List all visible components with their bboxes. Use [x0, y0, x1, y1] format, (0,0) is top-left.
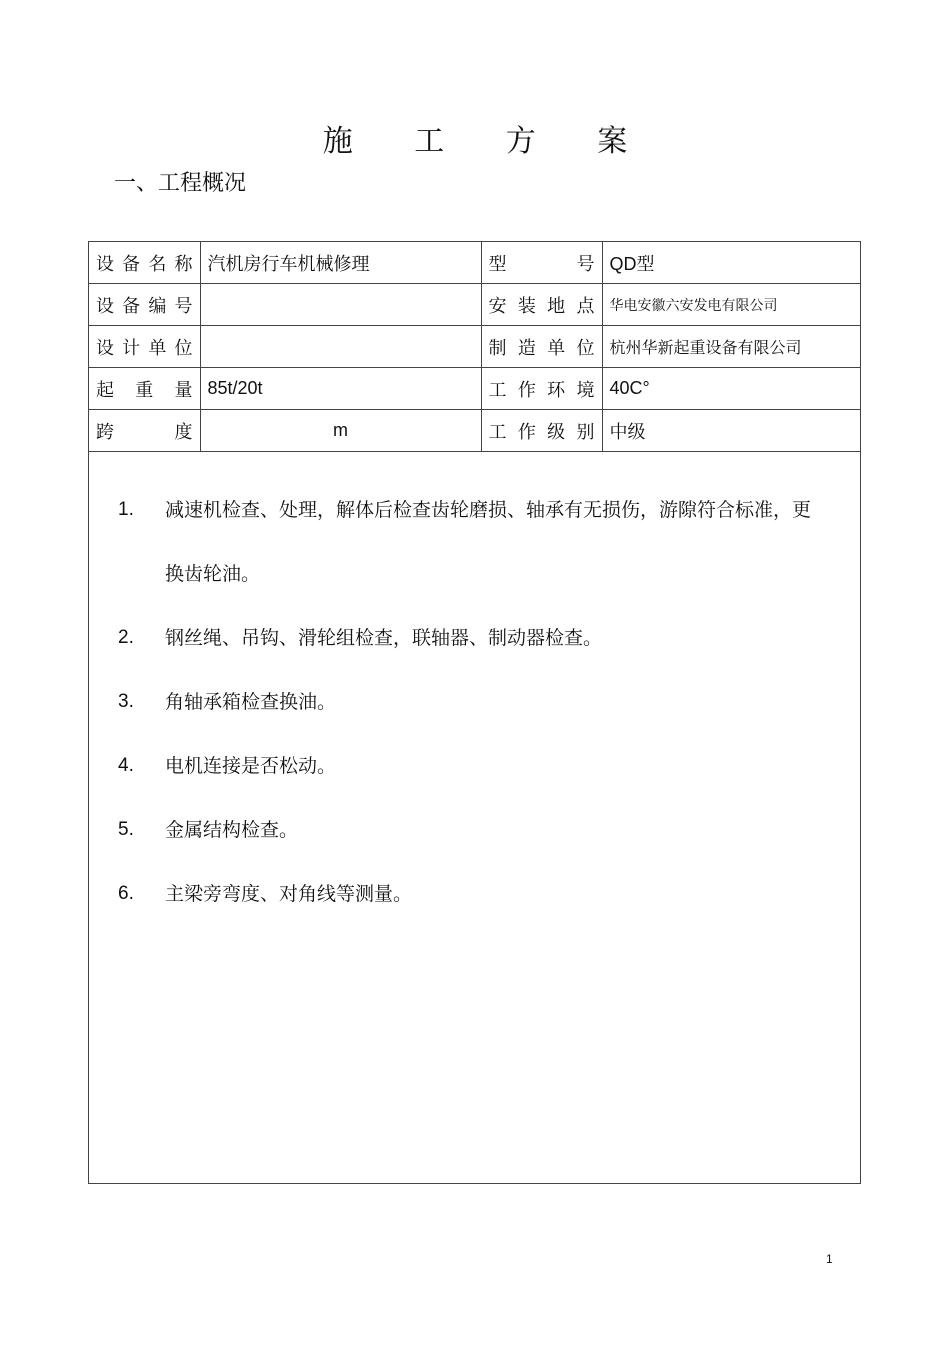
inspection-item-list — [89, 478, 860, 926]
label-span: 跨 度 — [89, 410, 200, 452]
table-row — [89, 284, 860, 326]
document-title: 施 工 方 案 — [322, 124, 654, 159]
list-item — [89, 670, 860, 734]
item-number: 3. — [118, 691, 134, 712]
page-number: 1 — [826, 1252, 833, 1266]
value-lifting-capacity: 85t/20t — [200, 368, 481, 410]
label-manufacturer: 制造单位 — [481, 326, 602, 368]
project-overview-frame — [88, 241, 861, 1184]
equipment-info-table — [89, 242, 860, 452]
label-equipment-number: 设备编号 — [89, 284, 200, 326]
table-row — [89, 242, 860, 284]
item-text: 金属结构检查。 — [165, 819, 299, 841]
list-item — [89, 606, 860, 670]
item-number: 4. — [118, 755, 134, 776]
value-work-environment: 40C° — [602, 368, 860, 410]
item-number: 1. — [118, 499, 134, 520]
label-work-class: 工作级别 — [481, 410, 602, 452]
value-equipment-number — [200, 284, 481, 326]
table-row — [89, 368, 860, 410]
item-text: 钢丝绳、吊钩、滑轮组检查，联轴器、制动器检查。 — [165, 627, 603, 649]
item-number: 5. — [118, 819, 134, 840]
table-row — [89, 326, 860, 368]
label-lifting-capacity: 起重量 — [89, 368, 200, 410]
label-install-location: 安装地点 — [481, 284, 602, 326]
value-work-class: 中级 — [602, 410, 860, 452]
label-work-environment: 工作环境 — [481, 368, 602, 410]
label-model: 型 号 — [481, 242, 602, 284]
list-item — [89, 734, 860, 798]
label-design-unit: 设计单位 — [89, 326, 200, 368]
value-design-unit — [200, 326, 481, 368]
list-item — [89, 798, 860, 862]
value-manufacturer: 杭州华新起重设备有限公司 — [602, 326, 860, 368]
label-equipment-name: 设备名称 — [89, 242, 200, 284]
value-span: m — [200, 410, 481, 452]
value-equipment-name: 汽机房行车机械修理 — [200, 242, 481, 284]
list-item — [89, 862, 860, 926]
value-model: QD型 — [602, 242, 860, 284]
list-item — [89, 478, 860, 606]
item-number: 6. — [118, 883, 134, 904]
value-install-location: 华电安徽六安发电有限公司 — [602, 284, 860, 326]
item-number: 2. — [118, 627, 134, 648]
item-text: 主梁旁弯度、对角线等测量。 — [165, 883, 413, 905]
item-text: 电机连接是否松动。 — [165, 755, 337, 777]
item-text: 角轴承箱检查换油。 — [165, 691, 337, 713]
section-heading: 一、工程概况 — [114, 171, 247, 196]
table-row — [89, 410, 860, 452]
item-text: 减速机检查、处理，解体后检查齿轮磨损、轴承有无损伤，游隙符合标准，更换齿轮油。 — [165, 499, 812, 585]
